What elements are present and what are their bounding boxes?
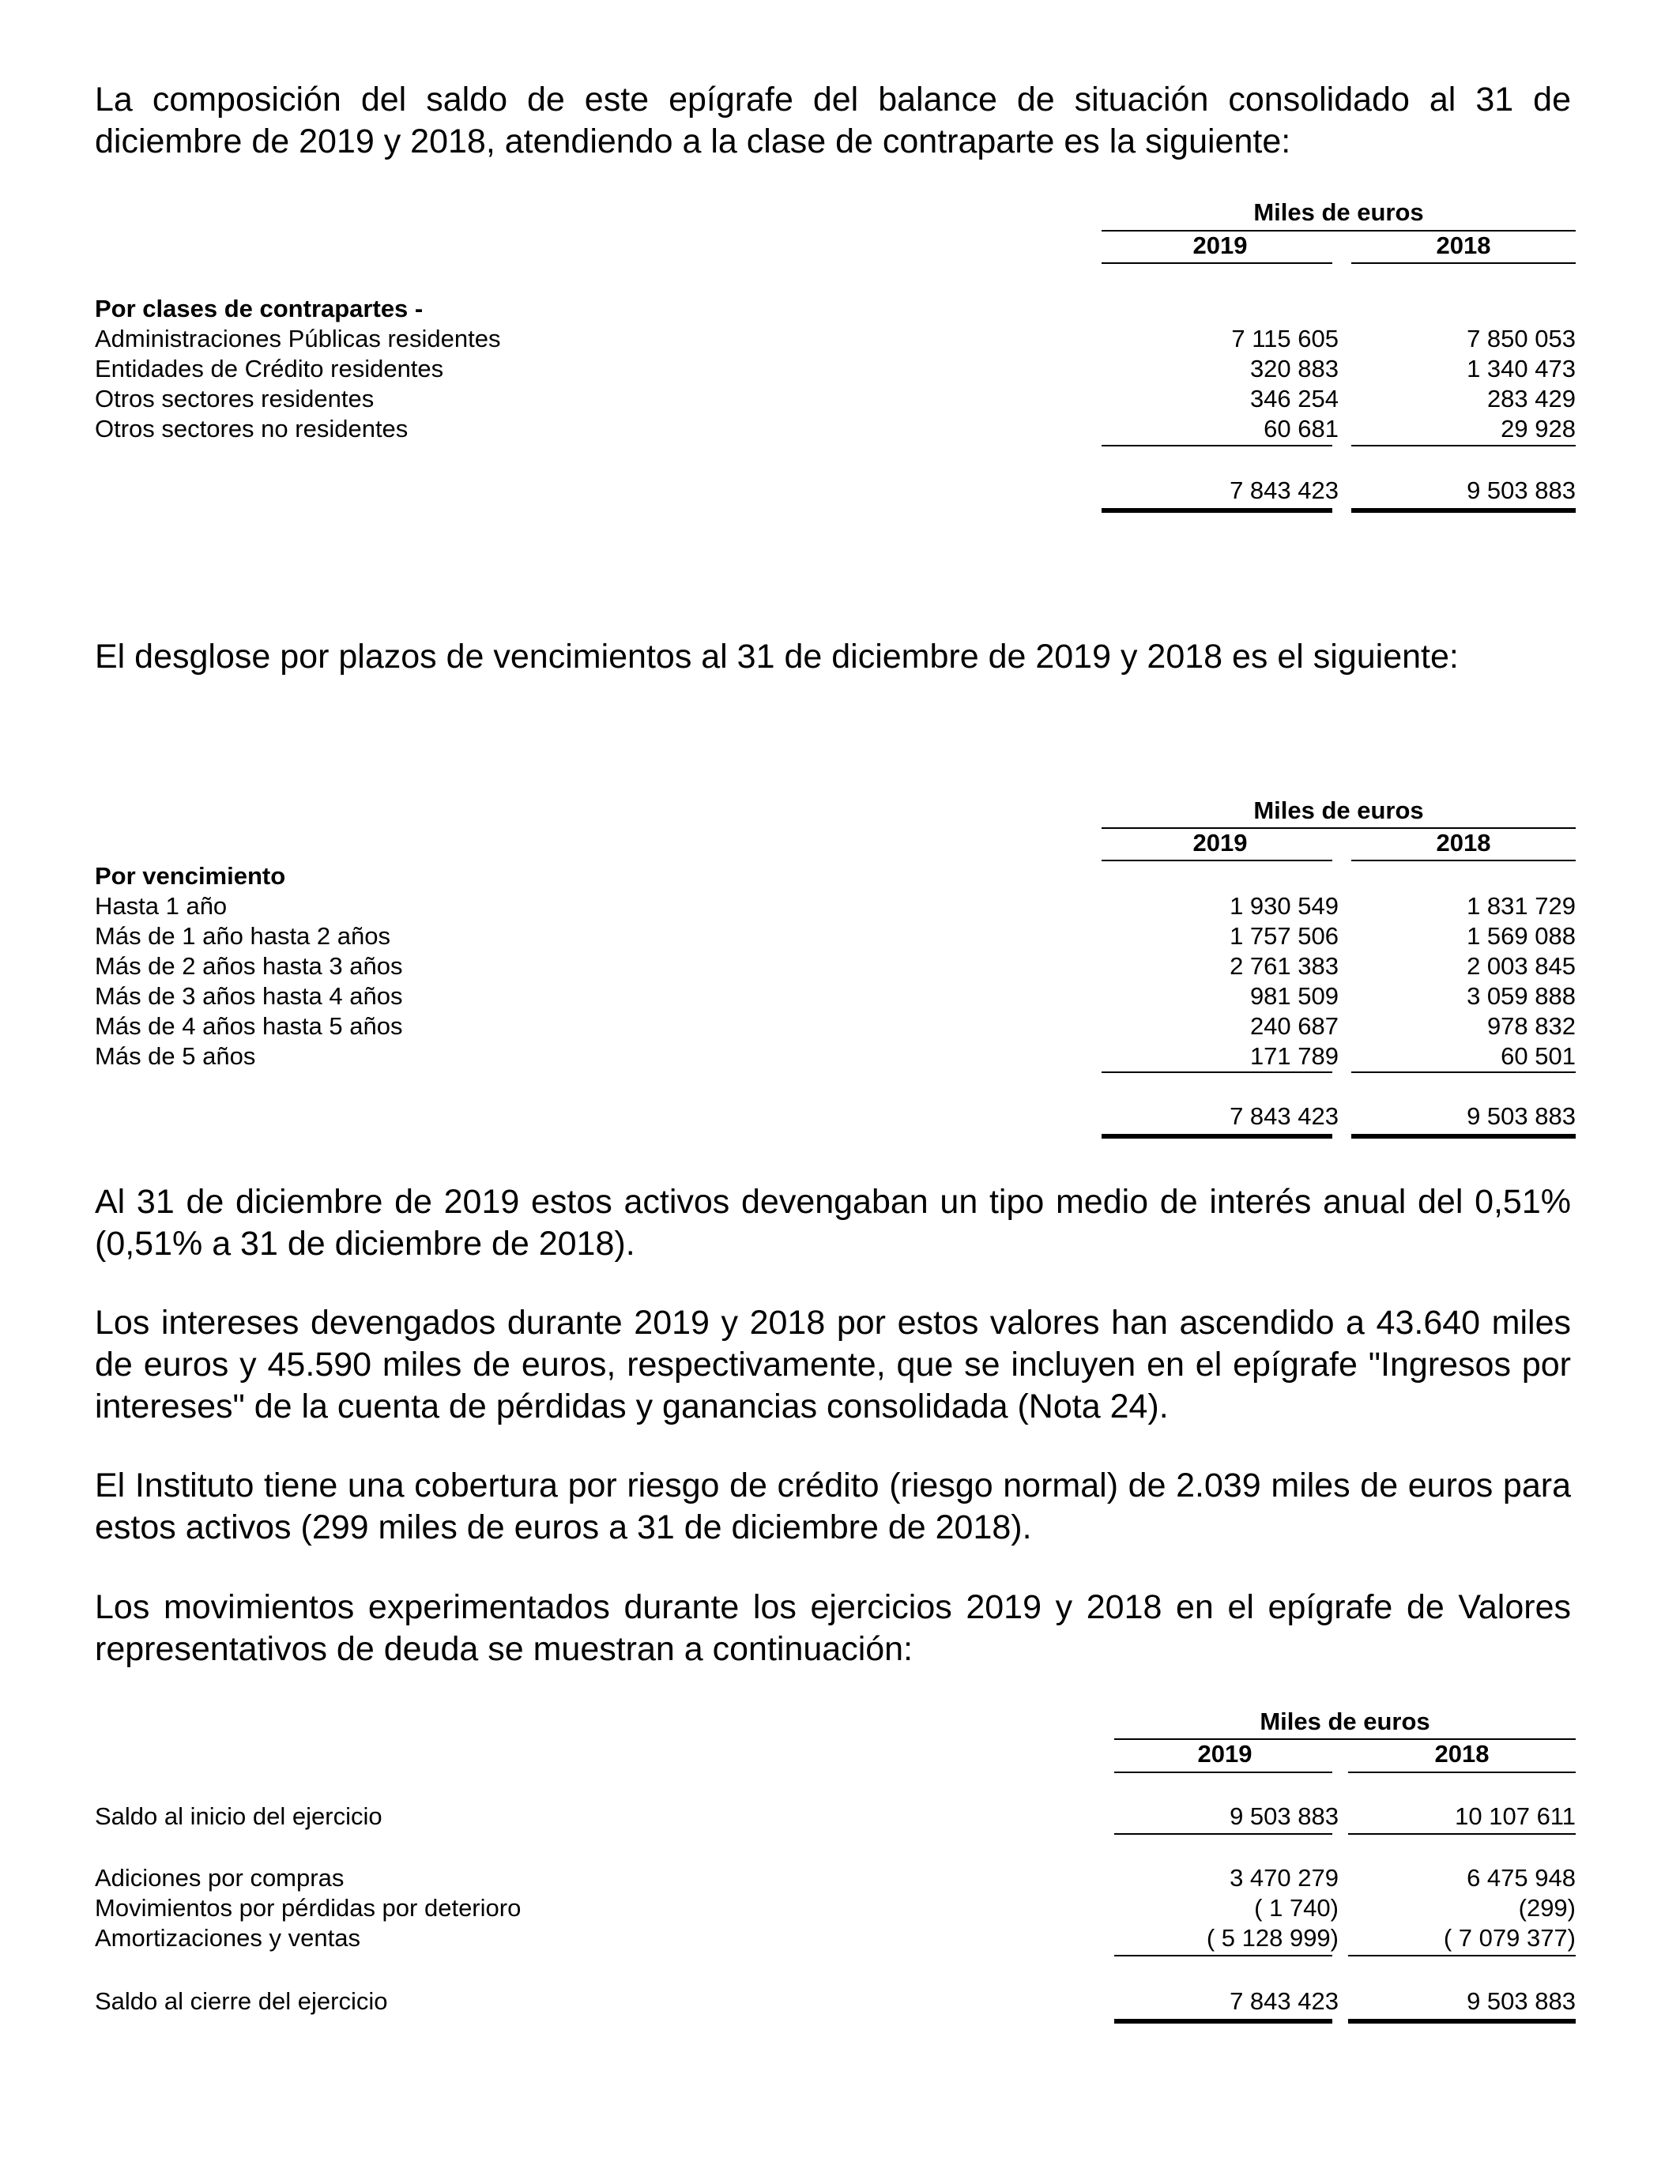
table-cell-2019: 3 470 279: [1230, 1864, 1339, 1892]
total-double-rule-2018: [1348, 2019, 1576, 2024]
year-2018-heading: 2018: [1436, 232, 1491, 259]
table-cell-2018: 283 429: [1486, 385, 1576, 412]
table-row-label: Amortizaciones y ventas: [95, 1924, 360, 1952]
table-row-label: Administraciones Públicas residentes: [95, 325, 501, 352]
subtotal-rule-2018: [1351, 445, 1576, 446]
closing-balance-2018: 9 503 883: [1467, 1987, 1576, 2015]
table-row-label: Otros sectores no residentes: [95, 415, 409, 442]
closing-balance-2019: 7 843 423: [1230, 1987, 1339, 2015]
closing-balance-label: Saldo al cierre del ejercicio: [95, 1987, 388, 2015]
year-2019-rule: [1114, 1772, 1332, 1773]
movements-intro-paragraph: Los movimientos experimentados durante los ejercicios 2019 y 2018 en el epígrafe de Valores representativos de deuda se muestran a continuación:: [95, 1588, 1571, 1668]
table-cell-2019: 1 930 549: [1230, 892, 1339, 920]
table-row-label: Más de 2 años hasta 3 años: [95, 952, 403, 980]
total-double-rule-2018: [1351, 1134, 1576, 1139]
year-2019-heading: 2019: [1197, 1740, 1252, 1768]
total-double-rule-2019: [1114, 2019, 1332, 2024]
subtotal-rule-2019: [1114, 1955, 1332, 1956]
table-header-miles: Miles de euros: [1253, 796, 1424, 824]
table-cell-2019: ( 5 128 999): [1206, 1924, 1339, 1952]
year-2018-rule: [1348, 1772, 1576, 1773]
table-cell-2019: 2 761 383: [1230, 952, 1339, 980]
table-row-label: Más de 3 años hasta 4 años: [95, 982, 403, 1010]
year-2018-heading: 2018: [1436, 829, 1491, 857]
subtotal-rule-2019: [1102, 1071, 1332, 1073]
table-cell-2019: 981 509: [1249, 982, 1339, 1010]
table-cell-2019: 171 789: [1249, 1042, 1339, 1070]
total-double-rule-2019: [1102, 1134, 1332, 1139]
table-row-label: Entidades de Crédito residentes: [95, 355, 444, 382]
table-cell-2018: 2 003 845: [1467, 952, 1576, 980]
total-double-rule-2018: [1351, 508, 1576, 513]
table-header-miles: Miles de euros: [1253, 198, 1424, 226]
table-cell-2019: 346 254: [1249, 385, 1339, 412]
table-row-label: Otros sectores residentes: [95, 385, 375, 412]
table-cell-2019: 7 115 605: [1231, 325, 1339, 352]
subtotal-rule-2019: [1102, 445, 1332, 446]
subtotal-rule-2018: [1348, 1955, 1576, 1956]
table-cell-2019: 320 883: [1249, 355, 1339, 382]
interest-rate-paragraph: Al 31 de diciembre de 2019 estos activos devengaban un tipo medio de interés anual del 0,51% (0,51% a 31 de diciembre de 2018).: [95, 1183, 1571, 1263]
table-row-label: Más de 4 años hasta 5 años: [95, 1012, 403, 1040]
table-cell-2018: 1 831 729: [1467, 892, 1576, 920]
intro-paragraph-1: La composición del saldo de este epígrafe del balance de situación consolidado al 31 de diciembre de 2019 y 2018, atendiendo a la clase de contraparte es la siguiente:: [95, 81, 1571, 160]
table-cell-2018: ( 7 079 377): [1443, 1924, 1576, 1952]
total-double-rule-2019: [1102, 508, 1332, 513]
table-header-miles: Miles de euros: [1260, 1708, 1430, 1735]
opening-balance-2019: 9 503 883: [1230, 1802, 1339, 1830]
table-row-label: Más de 1 año hasta 2 años: [95, 922, 390, 950]
table-cell-2018: 978 832: [1486, 1012, 1576, 1040]
table-cell-2018: 3 059 888: [1467, 982, 1576, 1010]
accrued-interest-paragraph: Los intereses devengados durante 2019 y 2018 por estos valores han ascendido a 43.640 miles de euros y 45.590 miles de euros, respectivamente, que se incluyen en el epígrafe "Ingresos por intereses" de la cuenta de pérdidas y ganancias consolidada (Nota 24).: [95, 1304, 1571, 1425]
table-cell-2018: 7 850 053: [1467, 325, 1576, 352]
table-cell-2019: ( 1 740): [1254, 1894, 1339, 1922]
table-cell-2018: 29 928: [1501, 415, 1576, 442]
year-2018-rule: [1351, 262, 1576, 264]
opening-balance-label: Saldo al inicio del ejercicio: [95, 1802, 382, 1830]
section-title: Por vencimiento: [95, 862, 286, 890]
table-row-label: Más de 5 años: [95, 1042, 256, 1070]
opening-balance-2018: 10 107 611: [1455, 1802, 1576, 1830]
opening-rule-2019: [1114, 1833, 1332, 1835]
year-2018-rule: [1351, 860, 1576, 861]
year-2019-rule: [1102, 860, 1332, 861]
total-2019: 7 843 423: [1230, 1102, 1339, 1130]
total-2018: 9 503 883: [1467, 476, 1576, 504]
table-row-label: Hasta 1 año: [95, 892, 228, 920]
table-cell-2018: (299): [1518, 1894, 1576, 1922]
total-2018: 9 503 883: [1467, 1102, 1576, 1130]
table-cell-2019: 240 687: [1249, 1012, 1339, 1040]
table-cell-2018: 6 475 948: [1467, 1864, 1576, 1892]
table-cell-2018: 60 501: [1501, 1042, 1576, 1070]
table-row-label: Movimientos por pérdidas por deterioro: [95, 1894, 522, 1922]
year-2019-heading: 2019: [1192, 232, 1248, 259]
table-row-label: Adiciones por compras: [95, 1864, 345, 1892]
table-cell-2018: 1 569 088: [1467, 922, 1576, 950]
subtotal-rule-2018: [1351, 1071, 1576, 1073]
year-2018-heading: 2018: [1434, 1740, 1490, 1768]
year-2019-heading: 2019: [1192, 829, 1248, 857]
table-cell-2019: 60 681: [1264, 415, 1339, 442]
year-2019-rule: [1102, 262, 1332, 264]
credit-risk-paragraph: El Instituto tiene una cobertura por riesgo de crédito (riesgo normal) de 2.039 miles de euros para estos activos (299 miles de euros a 31 de diciembre de 2018).: [95, 1467, 1571, 1546]
table-cell-2019: 1 757 506: [1230, 922, 1339, 950]
section-title: Por clases de contrapartes -: [95, 295, 424, 322]
table-cell-2018: 1 340 473: [1467, 355, 1576, 382]
total-2019: 7 843 423: [1230, 476, 1339, 504]
opening-rule-2018: [1348, 1833, 1576, 1835]
intro-paragraph-2: El desglose por plazos de vencimientos al 31 de diciembre de 2019 y 2018 es el siguiente:: [95, 638, 1459, 676]
